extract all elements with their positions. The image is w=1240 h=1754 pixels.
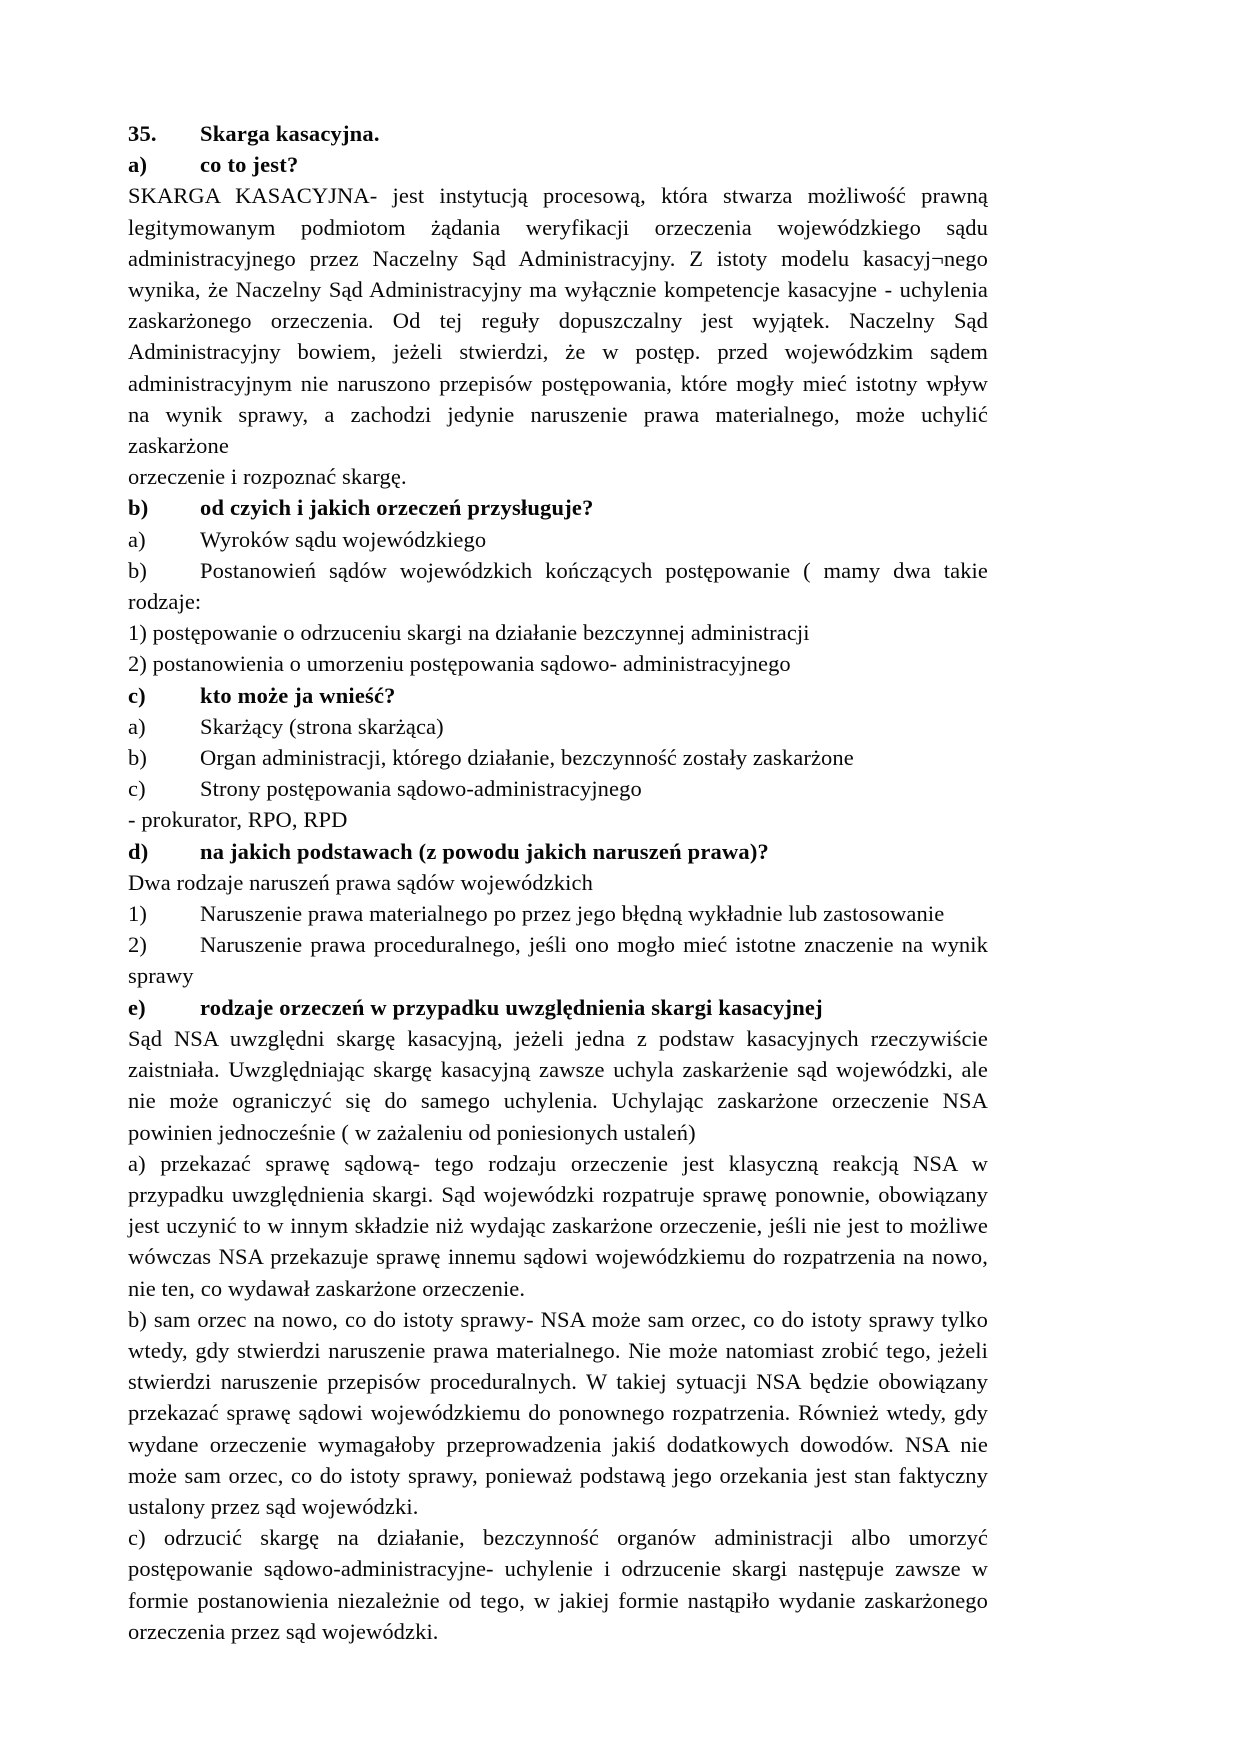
subheading-a: [128, 149, 988, 180]
list-item-d-2: [128, 929, 988, 991]
subheading-c: [128, 680, 988, 711]
list-item-d-2-text: Naruszenie prawa proceduralnego, jeśli ono mogło mieć istotne znaczenie na wynik sprawy: [128, 932, 988, 989]
paragraph-e-a: a) przekazać sprawę sądową- tego rodzaju orzeczenie jest klasyczną reakcją NSA w przypadku uwzględnienia skargi. Sąd wojewódzki rozpatruje sprawę ponownie, obowiązany jest uczynić to w innym składzie niż wydając zaskarżone orzeczenie, jeśli nie jest to możliwe wówczas NSA przekazuje sprawę innemu sądowi wojewódzkiemu do rozpatrzenia na nowo, nie ten, co wydawał zaskarżone orzeczenie.: [128, 1150, 988, 1301]
list-item-b-b-text: Postanowień sądów wojewódzkich kończących postępowanie ( mamy dwa takie rodzaje:: [128, 557, 988, 615]
list-item-d-1: [128, 898, 988, 929]
list-item-b-a: [128, 524, 988, 555]
list-item-b-b: [128, 555, 988, 617]
subheading-b: [128, 492, 988, 523]
document-body: [128, 118, 988, 1647]
sub-item-b-2: 2) postanowienia o umorzeniu postępowania sądowo- administracyjnego: [128, 651, 791, 677]
list-item-d-1-text: Naruszenie prawa materialnego po przez jego błędną wykładnie lub zastosowanie: [200, 901, 945, 927]
subheading-a-label: a): [128, 152, 148, 178]
subheading-a-text: co to jest?: [200, 152, 299, 178]
list-item-c-b-label: b): [128, 745, 147, 771]
subheading-b-text: od czyich i jakich orzeczeń przysługuje?: [200, 495, 594, 521]
paragraph-definition: SKARGA KASACYJNA- jest instytucją procesową, która stwarza możliwość prawną legitymowanym podmiotom żądania weryfikacji orzeczenia wojewódzkiego sądu administracyjnego przez Naczelny Sąd Administracyjny. Z istoty modelu kasacyj¬nego wynika, że Naczelny Sąd Administracyjny ma wyłącznie kompetencje kasacyjne - uchylenia zaskarżonego orzeczenia. Od tej reguły dopuszczalny jest wyjątek. Naczelny Sąd Administracyjny bowiem, jeżeli stwierdzi, że w postęp. przed wojewódzkim sądem administracyjnym nie naruszono przepisów postępowania, które mogły mieć istotny wpływ na wynik sprawy, a zachodzi jedynie naruszenie prawa materialnego, może uchylić zaskarżone: [128, 183, 988, 459]
paragraph-d-intro: Dwa rodzaje naruszeń prawa sądów wojewódzkich: [128, 869, 593, 895]
list-item-d-2-label: 2): [128, 932, 147, 958]
list-item-c-c-label: c): [128, 776, 146, 802]
dash-line-prosecutor: - prokurator, RPO, RPD: [128, 807, 348, 833]
section-title: [128, 118, 988, 149]
section-number: 35.: [128, 121, 157, 146]
subheading-b-label: b): [128, 495, 149, 521]
list-item-c-b-text: Organ administracji, którego działanie, bezczynność zostały zaskarżone: [200, 745, 854, 771]
subheading-d-label: d): [128, 838, 149, 864]
list-item-c-a-label: a): [128, 713, 146, 739]
subheading-c-text: kto może ja wnieść?: [200, 682, 396, 708]
list-item-c-c-text: Strony postępowania sądowo-administracyjnego: [200, 776, 642, 802]
subheading-d-text: na jakich podstawach (z powodu jakich naruszeń prawa)?: [200, 838, 769, 864]
section-title-text: Skarga kasacyjna.: [200, 121, 380, 146]
paragraph-e-c: c) odrzucić skargę na działanie, bezczynność organów administracji albo umorzyć postępowanie sądowo-administracyjne- uchylenie i odrzucenie skargi następuje zawsze w formie postanowienia niezależnie od tego, w jakiej formie nastąpiło wydanie zaskarżonego orzeczenia przez sąd wojewódzki.: [128, 1525, 988, 1644]
list-item-d-1-label: 1): [128, 901, 147, 927]
list-item-c-b: [128, 742, 988, 773]
list-item-b-b-label: b): [128, 557, 147, 583]
list-item-c-c: [128, 773, 988, 804]
paragraph-e-b: b) sam orzec na nowo, co do istoty sprawy- NSA może sam orzec, co do istoty sprawy tylko wtedy, gdy stwierdzi naruszenie prawa materialnego. Nie może natomiast zrobić tego, jeżeli stwierdzi naruszenie przepisów proceduralnych. W takiej sytuacji NSA będzie obowiązany przekazać sprawę sądowi wojewódzkiemu do ponownego rozpatrzenia. Również wtedy, gdy wydane orzeczenie wymagałoby przeprowadzenia jakiś dodatkowych dowodów. NSA nie może sam orzec, co do istoty sprawy, ponieważ podstawą jego orzekania jest stan faktyczny ustalony przez sąd wojewódzki.: [128, 1306, 988, 1519]
sub-item-b-1: 1) postępowanie o odrzuceniu skargi na działanie bezczynnej administracji: [128, 620, 810, 646]
list-item-c-a-text: Skarżący (strona skarżąca): [200, 713, 444, 739]
list-item-c-a: [128, 711, 988, 742]
subheading-d: [128, 836, 988, 867]
list-item-b-a-text: Wyroków sądu wojewódzkiego: [200, 526, 487, 552]
subheading-e: [128, 992, 988, 1023]
list-item-b-a-label: a): [128, 526, 146, 552]
paragraph-definition-tail: orzeczenie i rozpoznać skargę.: [128, 464, 407, 490]
subheading-c-label: c): [128, 682, 146, 708]
subheading-e-label: e): [128, 994, 146, 1020]
subheading-e-text: rodzaje orzeczeń w przypadku uwzględnienia skargi kasacyjnej: [200, 994, 823, 1020]
paragraph-e-intro: Sąd NSA uwzględni skargę kasacyjną, jeżeli jedna z podstaw kasacyjnych rzeczywiście zaistniała. Uwzględniając skargę kasacyjną zawsze uchyla zaskarżenie sąd wojewódzki, ale nie może ograniczyć się do samego uchylenia. Uchylając zaskarżone orzeczenie NSA powinien jednocześnie ( w zażaleniu od poniesionych ustaleń): [128, 1025, 988, 1145]
